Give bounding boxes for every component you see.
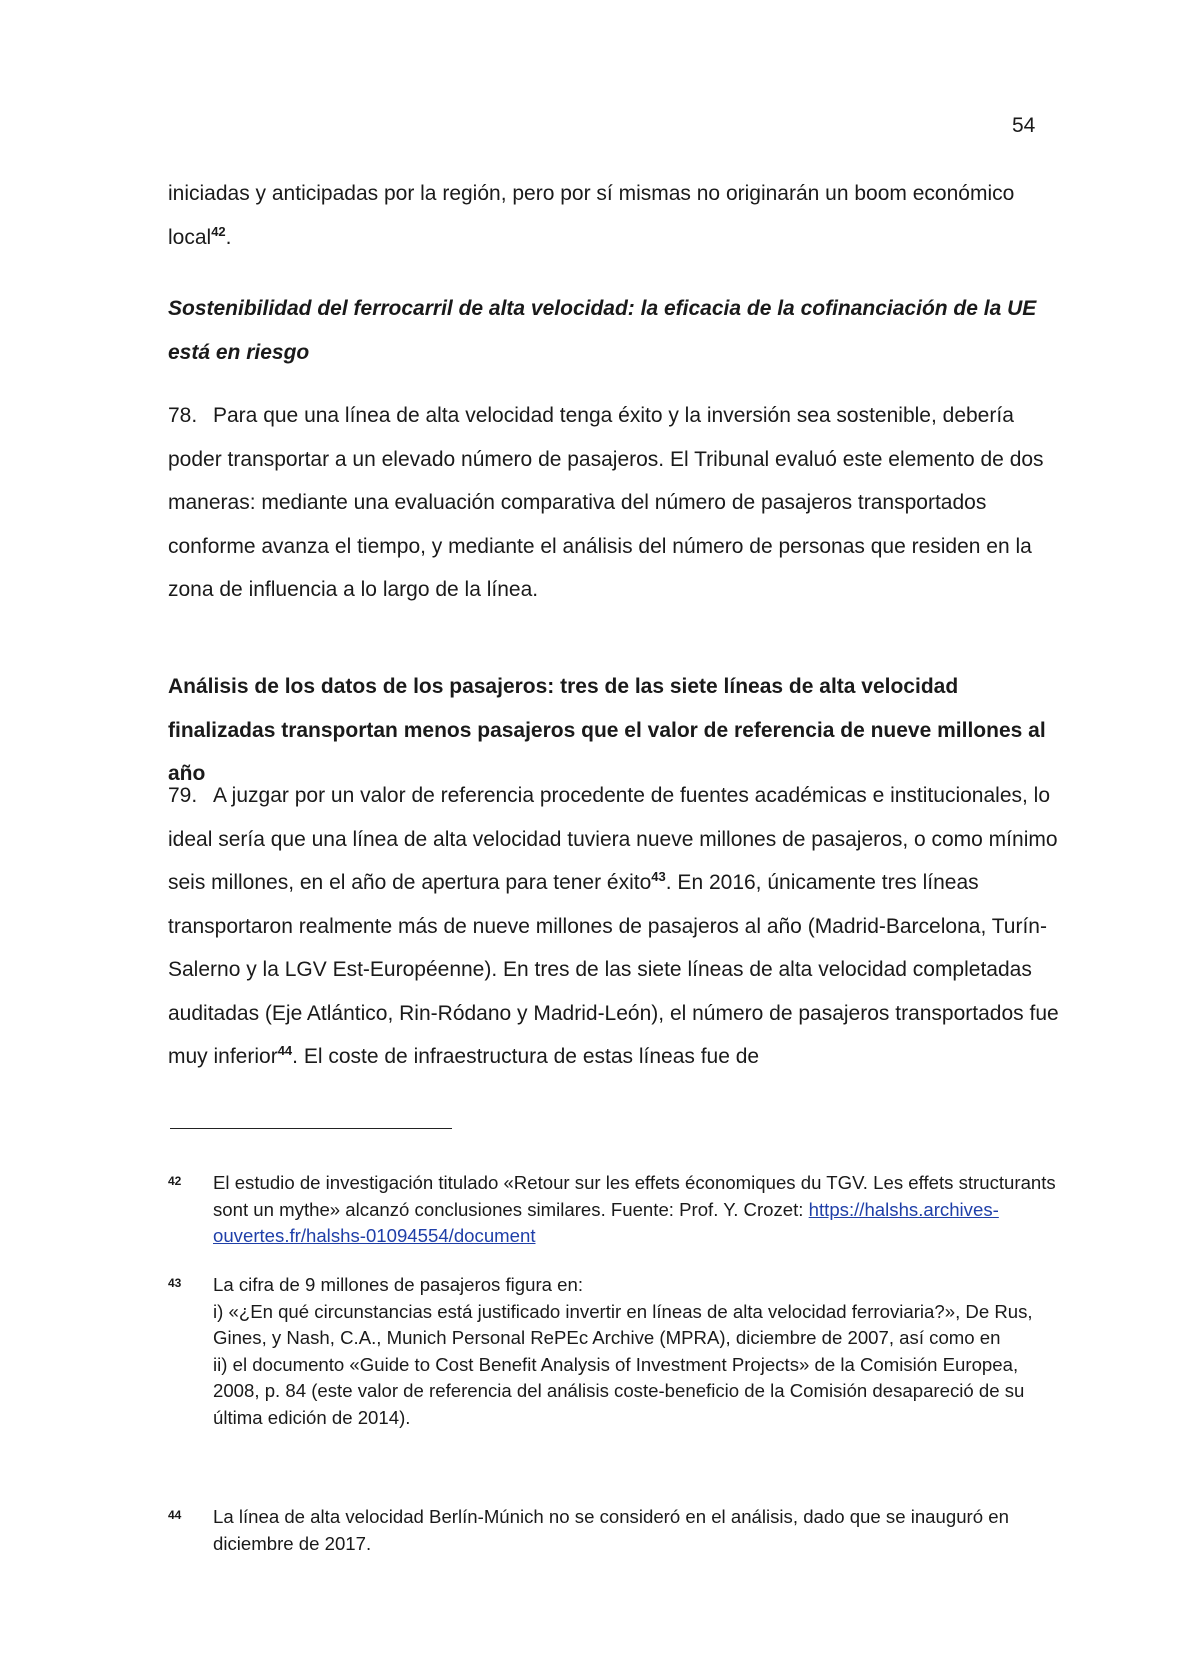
paragraph-number: 79. [168,784,198,807]
paragraph-text-part1: A juzgar por un valor de referencia procedente de fuentes académicas e institucionales, lo ideal sería que una línea de alta velocidad tuviera nueve millones de pasajeros, o como mínimo seis millones, en el año de apertura para tener éxito [168,784,1058,894]
footnote-reference-43[interactable]: 43 [651,869,666,884]
footnote-separator [170,1128,452,1129]
footnote-text: El estudio de investigación titulado «Retour sur les effets économiques du TGV. Les effets structurants sont un mythe» alcanzó conclusiones similares. Fuente: Prof. Y. Crozet: [213,1172,1056,1220]
paragraph-continuation [168,172,1068,259]
footnote-number: 43 [168,1276,182,1290]
footnote-line: La cifra de 9 millones de pasajeros figura en: [213,1274,584,1295]
footnote-item-i: i) «¿En qué circunstancias está justificado invertir en líneas de alta velocidad ferroviaria?», De Rus, Gines, y Nash, C.A., Munich Personal RePEc Archive (MPRA), diciembre de 2007, así como en [213,1300,1033,1349]
paragraph-text-part3: . El coste de infraestructura de estas líneas fue de [292,1045,760,1068]
footnote-text: La línea de alta velocidad Berlín-Múnich no se consideró en el análisis, dado que se inauguró en diciembre de 2017. [213,1506,1009,1554]
footnote-number: 42 [168,1174,182,1188]
footnote-44 [168,1504,1068,1557]
paragraph-number: 78. [168,404,198,427]
footnote-43 [168,1272,1068,1432]
paragraph-78 [168,394,1068,612]
footnote-source-link[interactable]: https://halshs.archives-ouvertes.fr/halshs-01094554/document [213,1198,999,1247]
paragraph-text-part2: . En 2016, únicamente tres líneas transportaron realmente más de nueve millones de pasajeros al año (Madrid-Barcelona, Turín-Salerno y la LGV Est-Européenne). En tres de las siete líneas de alta velocidad completadas auditadas (Eje Atlántico, Rin-Ródano y Madrid-León), el número de pasajeros transportados fue muy inferior [168,871,1059,1068]
footnote-item-ii: ii) el documento «Guide to Cost Benefit Analysis of Investment Projects» de la Comisión Europea, 2008, p. 84 (este valor de referencia del análisis coste-beneficio de la Comisión desapareció de su última edición de 2014). [213,1353,1025,1428]
paragraph-end: . [225,225,232,249]
footnote-reference-42[interactable]: 42 [211,223,226,239]
paragraph-text: Para que una línea de alta velocidad tenga éxito y la inversión sea sostenible, debería poder transportar a un elevado número de pasajeros. El Tribunal evaluó este elemento de dos maneras: mediante una evaluación comparativa del número de pasajeros transportados conforme avanza el tiempo, y mediante el análisis del número de personas que residen en la zona de influencia a lo largo de la línea. [168,404,1044,601]
paragraph-text: iniciadas y anticipadas por la región, pero por sí mismas no originarán un boom económico local [168,182,1015,249]
section-heading-passenger-data: Análisis de los datos de los pasajeros: tres de las siete líneas de alta velocidad finalizadas transportan menos pasajeros que el valor de referencia de nueve millones al año [168,675,1046,785]
footnote-number: 44 [168,1508,182,1522]
footnote-reference-44[interactable]: 44 [277,1043,293,1058]
paragraph-79 [168,774,1068,1079]
section-heading-sustainability: Sostenibilidad del ferrocarril de alta velocidad: la eficacia de la cofinanciación de la UE está en riesgo [168,297,1037,364]
footnote-42 [168,1170,1068,1250]
page-number: 54 [1012,114,1036,137]
